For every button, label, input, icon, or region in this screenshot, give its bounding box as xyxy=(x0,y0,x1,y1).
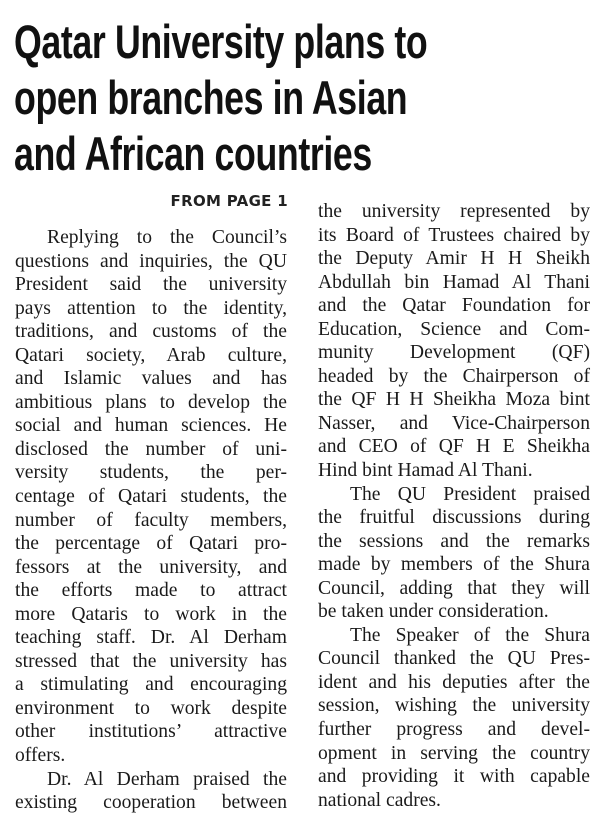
text-line: ambitious plans to develop the xyxy=(15,391,287,413)
text-line: the efforts made to attract xyxy=(15,580,287,602)
text-line: and providing it with capable xyxy=(318,766,590,788)
text-line: the fruitful discussions during xyxy=(318,507,590,529)
text-line: Abdullah bin Hamad Al Thani xyxy=(318,271,590,293)
text-line: Hind bint Hamad Al Thani. xyxy=(318,460,533,482)
text-line: social and human sciences. He xyxy=(15,415,287,437)
text-line: more Qataris to work in the xyxy=(15,603,287,625)
text-line: stressed that the university has xyxy=(15,650,287,672)
text-line: national cadres. xyxy=(318,789,441,811)
headline-line: open branches in Asian xyxy=(14,71,408,124)
text-line: disclosed the number of uni- xyxy=(15,438,287,460)
text-line: centage of Qatari students, the xyxy=(15,486,287,508)
text-line: Education, Science and Com- xyxy=(318,318,590,340)
text-line: and Islamic values and has xyxy=(15,368,287,390)
headline xyxy=(14,14,592,182)
text-line: environment to work despite xyxy=(15,697,287,719)
text-line: other institutions’ attractive xyxy=(15,721,287,743)
article-column-right xyxy=(318,200,590,812)
text-line: further progress and devel- xyxy=(318,719,590,741)
text-line: Nasser, and Vice-Chairperson xyxy=(318,412,590,434)
text-line: Qatari society, Arab culture, xyxy=(15,344,287,366)
text-line: The QU President praised xyxy=(350,483,590,505)
text-line: and the Qatar Foundation for xyxy=(318,295,590,317)
text-line: number of faculty members, xyxy=(15,509,287,531)
text-line: and CEO of QF H E Sheikha xyxy=(318,436,590,458)
text-line: its Board of Trustees chaired by xyxy=(318,224,590,246)
text-line: the Deputy Amir H H Sheikh xyxy=(318,248,590,270)
text-line: the sessions and the remarks xyxy=(318,530,590,552)
text-line: questions and inquiries, the QU xyxy=(15,250,287,272)
text-line: fessors at the university, and xyxy=(15,556,287,578)
text-line: President said the university xyxy=(15,274,287,296)
text-line: headed by the Chairperson of xyxy=(318,365,590,387)
text-line: offers. xyxy=(15,745,66,767)
article-column-left xyxy=(15,226,287,815)
text-line: teaching staff. Dr. Al Derham xyxy=(15,627,287,649)
text-line: Council, adding that they will xyxy=(318,577,590,599)
text-line: pays attention to the identity, xyxy=(15,297,287,319)
text-line: Replying to the Council’s xyxy=(47,227,287,248)
text-line: the university represented by xyxy=(318,201,590,222)
kicker-from-page: FROM PAGE 1 xyxy=(170,192,288,210)
text-line: The Speaker of the Shura xyxy=(350,624,590,646)
headline-line: and African countries xyxy=(14,127,372,180)
text-line: Dr. Al Derham praised the xyxy=(47,768,287,790)
text-line: made by members of the Shura xyxy=(318,554,590,576)
text-line: ident and his deputies after the xyxy=(318,671,590,693)
text-line: versity students, the per- xyxy=(15,462,287,484)
text-line: session, wishing the university xyxy=(318,695,590,717)
text-line: existing cooperation between xyxy=(15,792,287,814)
headline-line: Qatar University plans to xyxy=(14,15,428,68)
text-line: the QF H H Sheikha Moza bint xyxy=(318,389,590,411)
text-line: opment in serving the country xyxy=(318,742,590,764)
text-line: the percentage of Qatari pro- xyxy=(15,533,287,555)
text-line: Council thanked the QU Pres- xyxy=(318,648,590,670)
text-line: a stimulating and encouraging xyxy=(15,674,287,696)
text-line: be taken under consideration. xyxy=(318,601,549,623)
text-line: traditions, and customs of the xyxy=(15,321,287,343)
text-line: munity Development (QF) xyxy=(318,342,590,364)
